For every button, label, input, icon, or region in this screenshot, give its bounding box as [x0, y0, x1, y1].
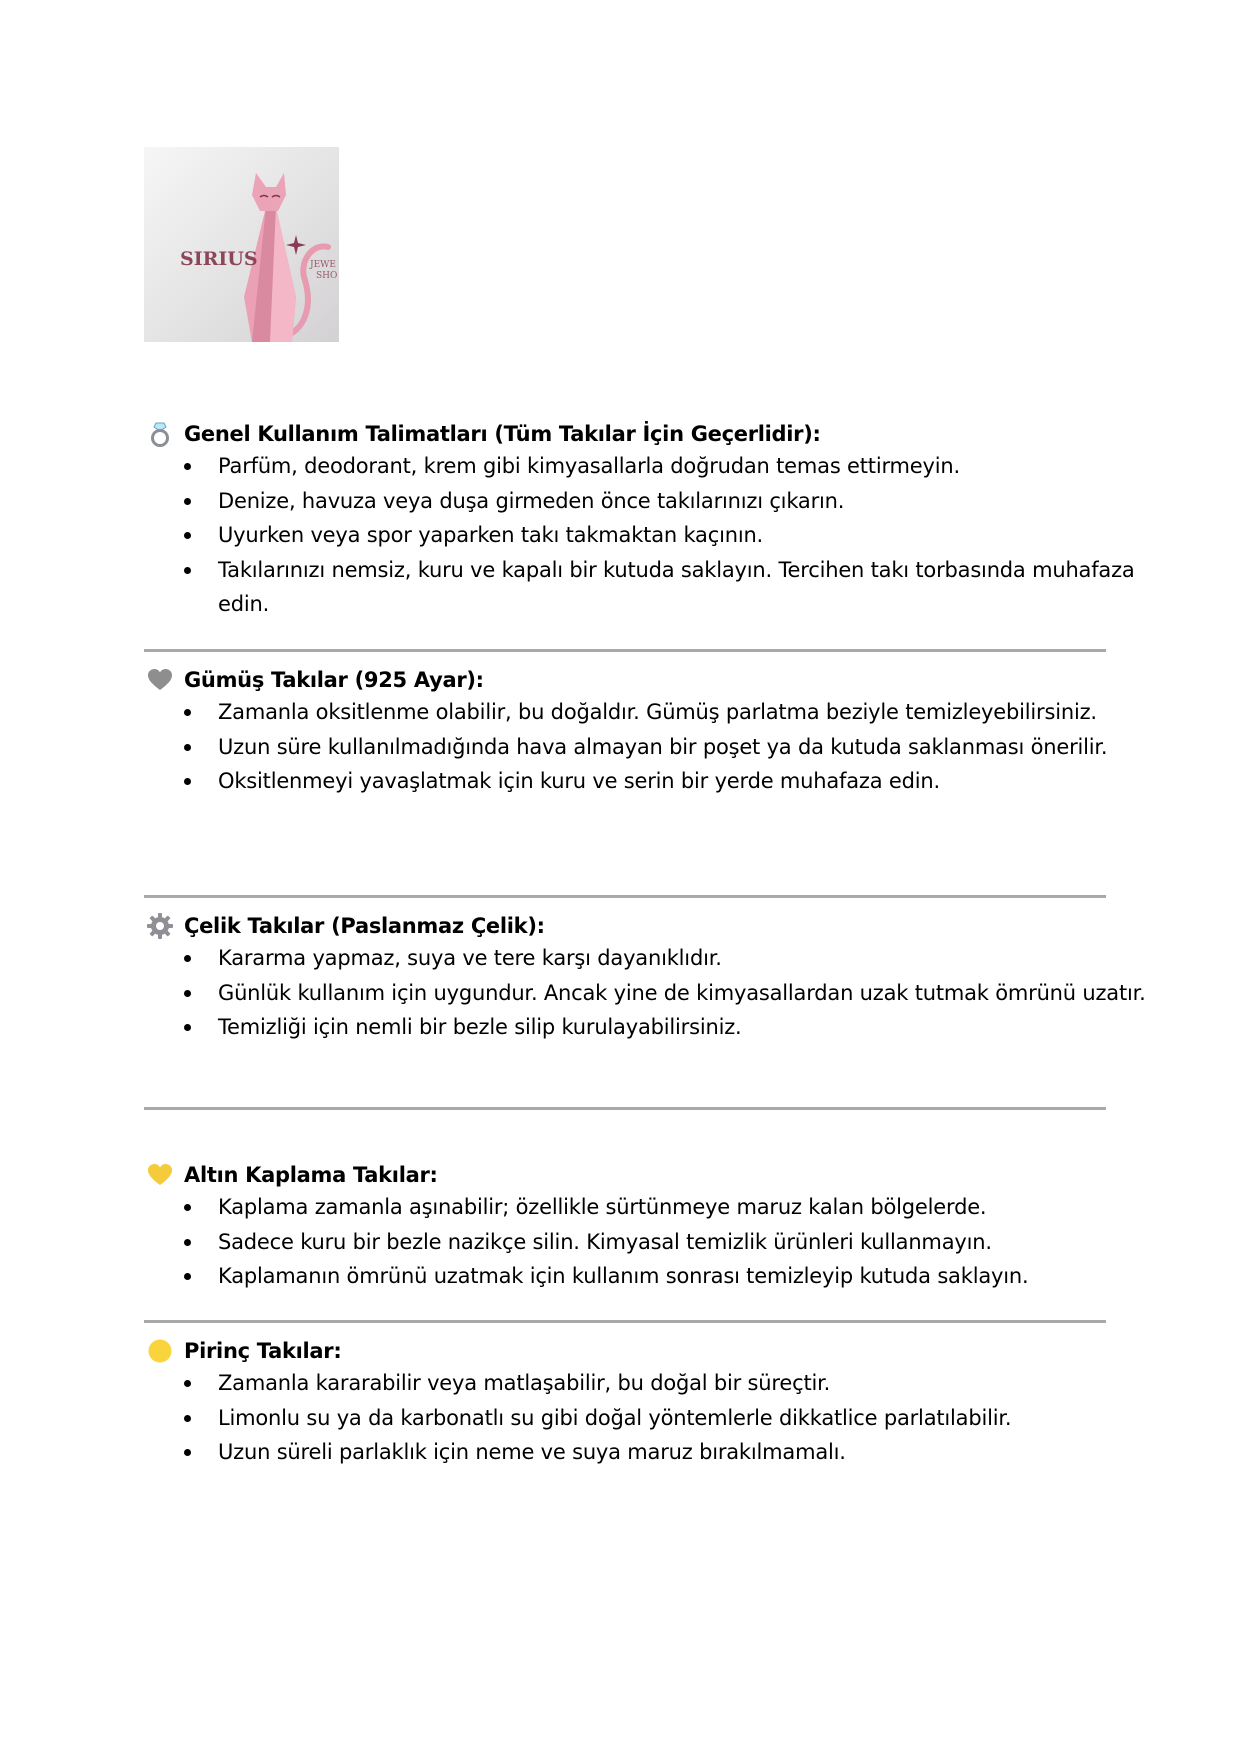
- yellow-circle-icon: [146, 1337, 174, 1365]
- list-item: Limonlu su ya da karbonatlı su gibi doğal yöntemlerle dikkatlice parlatılabilir.: [146, 1401, 1146, 1436]
- divider: [144, 895, 1106, 898]
- section-title: Pirinç Takılar:: [184, 1339, 342, 1363]
- list-item: Uzun süreli parlaklık için neme ve suya maruz bırakılmamalı.: [146, 1435, 1146, 1470]
- list-item: Uyurken veya spor yaparken takı takmaktan kaçının.: [146, 518, 1146, 553]
- section-title: Altın Kaplama Takılar:: [184, 1163, 438, 1187]
- divider: [144, 1320, 1106, 1323]
- section-heading: [146, 1160, 1106, 1190]
- section-heading: [146, 665, 1106, 695]
- divider: [144, 649, 1106, 652]
- list-item: Sadece kuru bir bezle nazikçe silin. Kimyasal temizlik ürünleri kullanmayın.: [146, 1225, 1146, 1260]
- section-heading: [146, 911, 1106, 941]
- instruction-list: [146, 941, 1146, 1045]
- instruction-list: [146, 695, 1106, 799]
- list-item: Uzun süre kullanılmadığında hava almayan bir poşet ya da kutuda saklanması önerilir.: [146, 730, 1146, 765]
- instruction-list: [146, 1190, 1106, 1294]
- gear-icon: [146, 912, 174, 940]
- section-heading: [146, 1336, 1106, 1366]
- list-item: Temizliği için nemli bir bezle silip kurulayabilirsiniz.: [146, 1010, 1146, 1045]
- section-title: Çelik Takılar (Paslanmaz Çelik):: [184, 914, 545, 938]
- list-item: Günlük kullanım için uygundur. Ancak yine de kimyasallardan uzak tutmak ömrünü uzatır.: [146, 976, 1146, 1011]
- list-item: Parfüm, deodorant, krem gibi kimyasallarla doğrudan temas ettirmeyin.: [146, 449, 1146, 484]
- yellow-heart-icon: [146, 1161, 174, 1189]
- logo-brand-text: SIRIUS: [180, 248, 258, 270]
- section-silver: [146, 665, 1106, 799]
- list-item: Zamanla kararabilir veya matlaşabilir, bu doğal bir süreçtir.: [146, 1366, 1146, 1401]
- section-gold-plated: [146, 1160, 1106, 1294]
- section-title: Genel Kullanım Talimatları (Tüm Takılar İçin Geçerlidir):: [184, 422, 821, 446]
- list-item: Denize, havuza veya duşa girmeden önce takılarınızı çıkarın.: [146, 484, 1146, 519]
- list-item: Kaplama zamanla aşınabilir; özellikle sürtünmeye maruz kalan bölgelerde.: [146, 1190, 1146, 1225]
- list-item: Oksitlenmeyi yavaşlatmak için kuru ve serin bir yerde muhafaza edin.: [146, 764, 1146, 799]
- sirius-logo: [144, 147, 339, 342]
- grey-heart-icon: [146, 666, 174, 694]
- section-brass: [146, 1336, 1106, 1470]
- instruction-list: [146, 1366, 1106, 1470]
- section-heading: [146, 419, 1106, 449]
- ring-icon: [146, 420, 174, 448]
- instruction-list: [146, 449, 1135, 622]
- list-item: Kararma yapmaz, suya ve tere karşı dayanıklıdır.: [146, 941, 1146, 976]
- logo-sub-text-1: JEWE: [310, 260, 336, 270]
- list-item: Takılarınızı nemsiz, kuru ve kapalı bir kutuda saklayın. Tercihen takı torbasında muhafaza edin.: [146, 553, 1146, 622]
- logo-sub-text-2: SHO: [316, 271, 338, 281]
- list-item: Kaplamanın ömrünü uzatmak için kullanım sonrası temizleyip kutuda saklayın.: [146, 1259, 1146, 1294]
- section-title: Gümüş Takılar (925 Ayar):: [184, 668, 484, 692]
- section-general-usage: [146, 419, 1135, 622]
- list-item: Zamanla oksitlenme olabilir, bu doğaldır. Gümüş parlatma beziyle temizleyebilirsiniz.: [146, 695, 1146, 730]
- divider: [144, 1107, 1106, 1110]
- section-steel: [146, 911, 1146, 1045]
